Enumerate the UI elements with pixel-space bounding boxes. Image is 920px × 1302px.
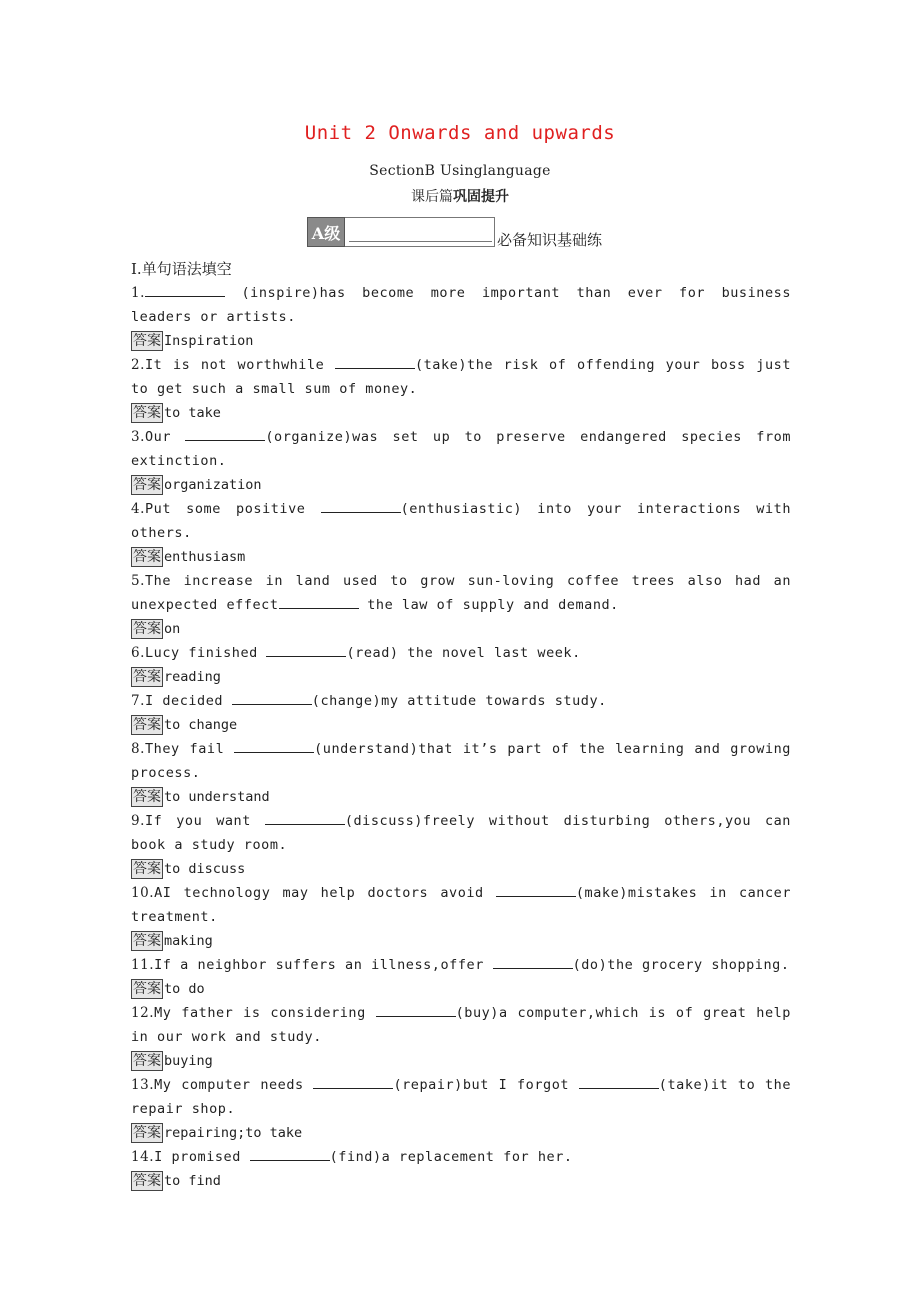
- answer-tag: 答案: [133, 549, 161, 565]
- level-name-box: [345, 217, 495, 247]
- question-item: [131, 353, 791, 401]
- question-text: (organize)was set up to preserve endangered species from extinction.: [131, 429, 792, 469]
- answer-tag: 答案: [133, 789, 161, 805]
- answer-row: [131, 329, 791, 353]
- question-text: (inspire)has become more important than ever for business leaders or artists.: [131, 285, 791, 325]
- answer-blank[interactable]: [376, 1002, 456, 1017]
- question-number: 3.: [131, 429, 145, 445]
- answer-row: [131, 473, 791, 497]
- question-text: My computer needs: [154, 1077, 314, 1093]
- question-text: I decided: [144, 693, 232, 709]
- answer-tag: 答案: [133, 669, 161, 685]
- question-item: [131, 1073, 791, 1121]
- question-item: [131, 281, 791, 329]
- answer-row: [131, 617, 791, 641]
- answer-blank[interactable]: [279, 594, 359, 609]
- answer-row: [131, 929, 791, 953]
- answer-row: [131, 1049, 791, 1073]
- exercise-content: [131, 257, 791, 1193]
- answer-row: [131, 1121, 791, 1145]
- level-header: [307, 213, 602, 247]
- answer-row: [131, 545, 791, 569]
- part-heading: Ⅰ.单句语法填空: [131, 260, 232, 278]
- question-text: They fail: [144, 741, 235, 757]
- question-number: 12.: [131, 1005, 155, 1021]
- answer-tag: 答案: [133, 477, 161, 493]
- question-number: 13.: [131, 1077, 155, 1093]
- level-label: 必备知识基础练: [497, 231, 603, 249]
- question-text: the law of supply and demand.: [358, 597, 619, 613]
- answer-tag: 答案: [133, 717, 161, 733]
- answer-row: [131, 857, 791, 881]
- answer-tag: 答案: [133, 981, 161, 997]
- question-text: If a neighbor suffers an illness,offer: [154, 957, 493, 973]
- question-text: (understand)that it’s part of the learning and growing process.: [131, 741, 791, 781]
- answer-text: to change: [164, 717, 238, 733]
- question-text: Lucy finished: [144, 645, 267, 661]
- answer-text: repairing;to take: [164, 1125, 303, 1141]
- answer-row: [131, 713, 791, 737]
- question-text: (enthusiastic) into your interactions with others.: [131, 501, 791, 541]
- answer-blank[interactable]: [493, 954, 573, 969]
- answer-tag: 答案: [133, 1125, 161, 1141]
- answer-tag: 答案: [133, 861, 161, 877]
- answer-text: Inspiration: [164, 333, 254, 349]
- question-text: Put some positive: [144, 501, 321, 517]
- question-number: 7.: [131, 693, 145, 709]
- question-item: [131, 953, 791, 977]
- question-text: (repair)but I forgot: [393, 1077, 579, 1093]
- question-text: (read) the novel last week.: [346, 645, 581, 661]
- answer-tag: 答案: [133, 1053, 161, 1069]
- answer-text: enthusiasm: [164, 549, 246, 565]
- answer-text: making: [164, 933, 213, 949]
- answer-blank[interactable]: [266, 642, 346, 657]
- answer-blank[interactable]: [265, 810, 345, 825]
- question-item: [131, 425, 791, 473]
- answer-text: to understand: [164, 789, 270, 805]
- question-text: (take)the risk of offending your boss just to get such a small sum of money.: [131, 357, 792, 397]
- question-item: [131, 641, 791, 665]
- question-text: If you want: [144, 813, 265, 829]
- answer-tag: 答案: [133, 405, 161, 421]
- question-number: 6.: [131, 645, 145, 661]
- page-title: Unit 2 Onwards and upwards: [304, 122, 616, 144]
- question-number: 9.: [131, 813, 145, 829]
- answer-blank[interactable]: [579, 1074, 659, 1089]
- answer-row: [131, 977, 791, 1001]
- answer-text: buying: [164, 1053, 213, 1069]
- answer-blank[interactable]: [232, 690, 312, 705]
- question-text: (change)my attitude towards study.: [311, 693, 607, 709]
- answer-tag: 答案: [133, 333, 161, 349]
- question-item: [131, 1001, 791, 1049]
- question-text: I promised: [154, 1149, 250, 1165]
- answer-tag: 答案: [133, 1173, 161, 1189]
- answer-row: [131, 785, 791, 809]
- question-text: It is not worthwhile: [144, 357, 335, 373]
- question-number: 1.: [131, 285, 145, 301]
- answer-tag: 答案: [133, 933, 161, 949]
- question-item: [131, 497, 791, 545]
- question-item: [131, 569, 791, 617]
- answer-row: [131, 665, 791, 689]
- question-text: The increase in land used to grow sun-loving coffee trees also had an unexpected effect: [131, 573, 791, 613]
- answer-blank[interactable]: [496, 882, 576, 897]
- answer-blank[interactable]: [185, 426, 265, 441]
- question-text: (discuss)freely without disturbing others,you can book a study room.: [131, 813, 791, 853]
- answer-blank[interactable]: [145, 282, 225, 297]
- question-number: 8.: [131, 741, 145, 757]
- answer-text: to do: [164, 981, 205, 997]
- subsection-prefix: 课后篇: [411, 189, 453, 205]
- question-number: 10.: [131, 885, 155, 901]
- answer-blank[interactable]: [321, 498, 401, 513]
- question-list: [131, 281, 791, 1193]
- answer-text: reading: [164, 669, 221, 685]
- answer-tag: 答案: [133, 621, 161, 637]
- question-item: [131, 809, 791, 857]
- question-number: 5.: [131, 573, 145, 589]
- question-number: 2.: [131, 357, 145, 373]
- level-badge: A级: [307, 217, 345, 247]
- question-number: 11.: [131, 957, 155, 973]
- question-number: 4.: [131, 501, 145, 517]
- question-item: [131, 689, 791, 713]
- answer-blank[interactable]: [234, 738, 314, 753]
- answer-text: organization: [164, 477, 262, 493]
- question-text: (buy)a computer,which is of great help in our work and study.: [131, 1005, 791, 1045]
- answer-text: to discuss: [164, 861, 246, 877]
- answer-row: [131, 401, 791, 425]
- answer-text: to find: [164, 1173, 221, 1189]
- question-text: AI technology may help doctors avoid: [154, 885, 496, 901]
- question-number: 14.: [131, 1149, 155, 1165]
- subsection-bold: 巩固提升: [453, 189, 509, 205]
- question-item: [131, 1145, 791, 1169]
- question-text: Our: [144, 429, 186, 445]
- answer-text: to take: [164, 405, 221, 421]
- question-text: (do)the grocery shopping.: [572, 957, 790, 973]
- answer-blank[interactable]: [313, 1074, 393, 1089]
- answer-row: [131, 1169, 791, 1193]
- answer-blank[interactable]: [250, 1146, 330, 1161]
- question-item: [131, 737, 791, 785]
- answer-text: on: [164, 621, 181, 637]
- answer-blank[interactable]: [335, 354, 415, 369]
- question-item: [131, 881, 791, 929]
- question-text: (find)a replacement for her.: [329, 1149, 573, 1165]
- question-text: My father is considering: [154, 1005, 376, 1021]
- question-text: (make)mistakes in cancer treatment.: [131, 885, 792, 925]
- question-text: (take)it to the repair shop.: [131, 1077, 792, 1117]
- section-subtitle: SectionB Usinglanguage: [369, 163, 551, 179]
- subsection-title: [0, 186, 920, 206]
